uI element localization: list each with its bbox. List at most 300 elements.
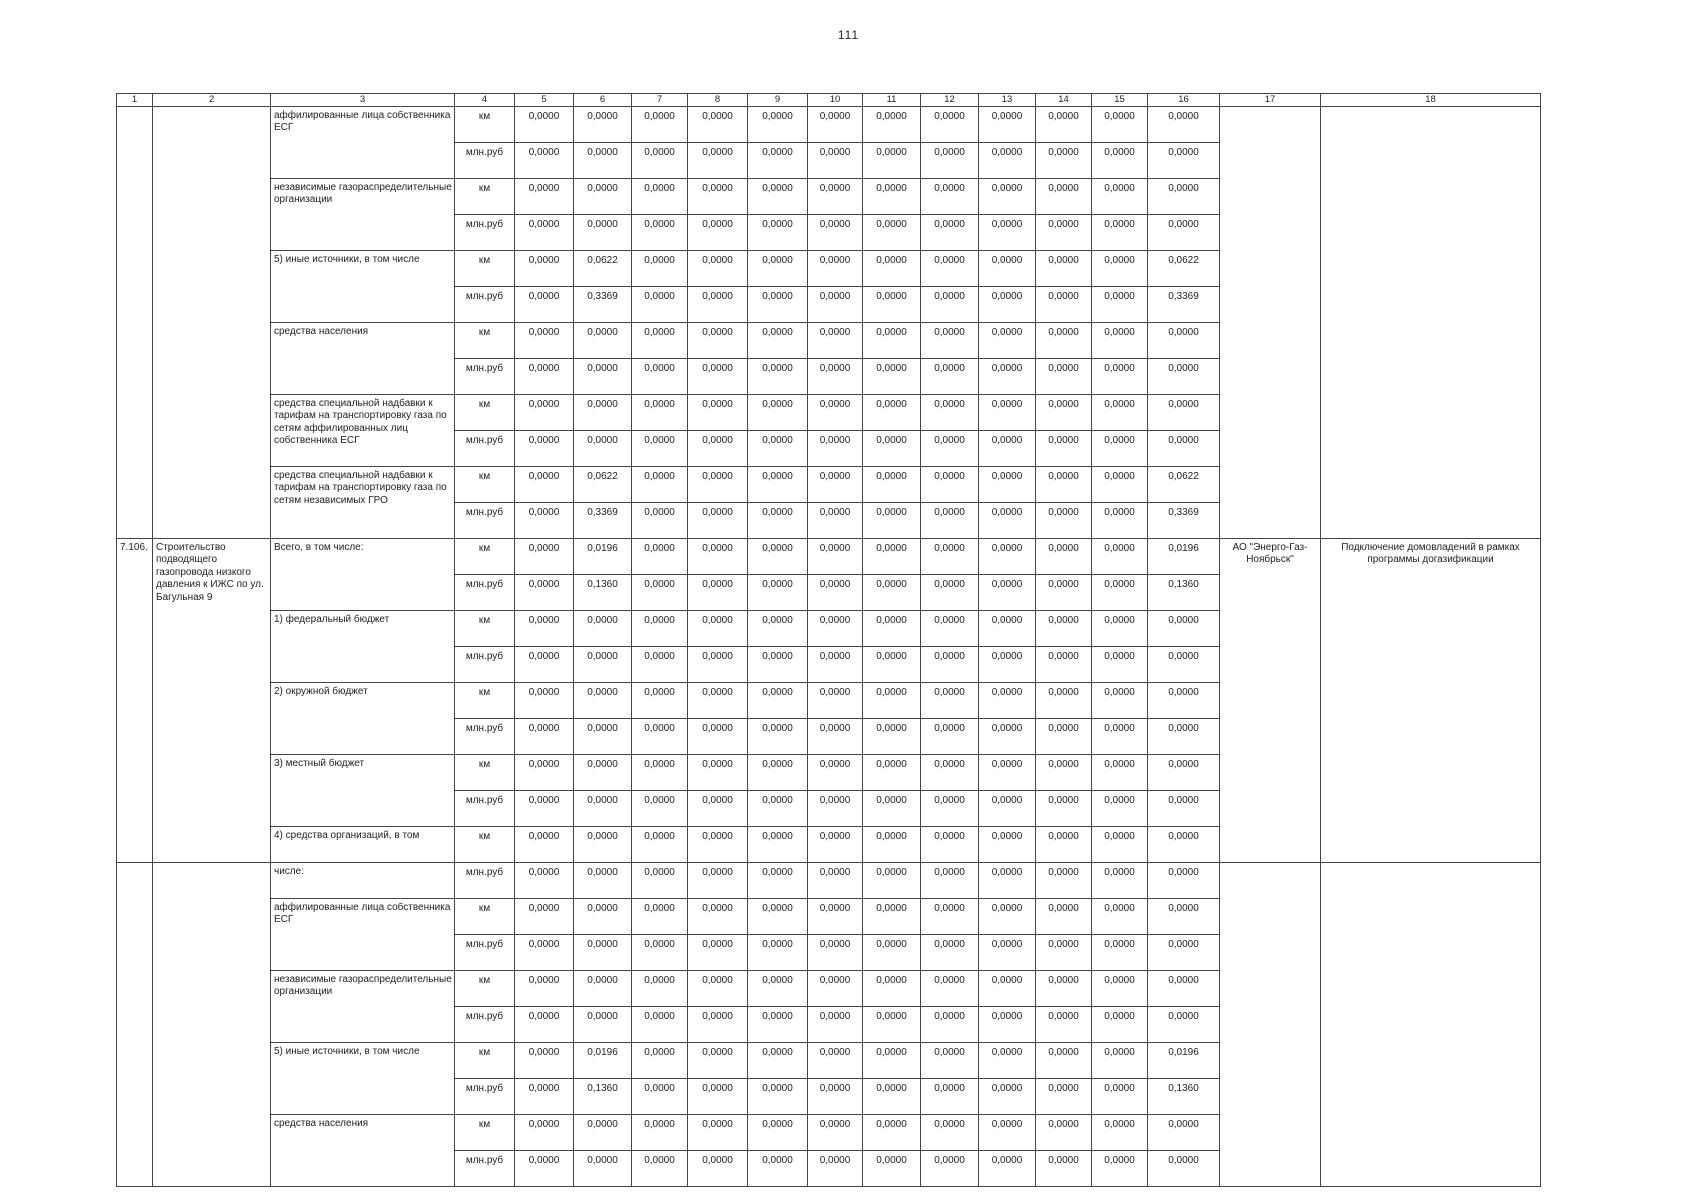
value-cell: 0,0000 [808, 502, 863, 538]
value-cell: 0,0000 [863, 934, 921, 970]
value-cell: 0,0000 [1036, 862, 1092, 898]
value-cell: 0,0000 [1092, 574, 1148, 610]
value-cell: 0,0000 [632, 790, 688, 826]
value-cell: 0,0000 [1148, 970, 1220, 1006]
value-cell: 0,0000 [515, 538, 574, 574]
value-cell: 0,0000 [688, 970, 748, 1006]
value-cell: 0,0000 [1148, 214, 1220, 250]
value-cell: 0,0000 [688, 610, 748, 646]
value-cell: 0,0000 [1092, 1150, 1148, 1186]
value-cell: 0,0000 [1148, 898, 1220, 934]
value-cell: 0,0000 [632, 250, 688, 286]
value-cell: 0,0000 [748, 1114, 808, 1150]
value-cell: 0,0000 [1092, 358, 1148, 394]
value-cell: 0,0000 [688, 1042, 748, 1078]
value-cell: 0,0000 [574, 898, 632, 934]
value-cell: 0,0000 [515, 1078, 574, 1114]
unit-rub: млн.руб [455, 430, 515, 466]
value-cell: 0,0000 [979, 214, 1036, 250]
column-number: 11 [863, 94, 921, 107]
value-cell: 0,0000 [808, 178, 863, 214]
value-cell: 0,0000 [748, 754, 808, 790]
value-cell: 0,0000 [1036, 646, 1092, 682]
value-cell: 0,0000 [863, 394, 921, 430]
value-cell: 0,0000 [574, 178, 632, 214]
source-label: аффилированные лица собственника ЕСГ [271, 106, 455, 178]
value-cell: 0,0000 [688, 1150, 748, 1186]
value-cell: 0,0000 [921, 1006, 979, 1042]
value-cell: 0,0000 [515, 898, 574, 934]
value-cell: 0,0000 [1036, 1150, 1092, 1186]
unit-rub: млн.руб [455, 1150, 515, 1186]
value-cell: 0,0000 [863, 178, 921, 214]
value-cell: 0,0000 [1148, 178, 1220, 214]
value-cell: 0,0196 [1148, 1042, 1220, 1078]
value-cell: 0,0000 [1148, 322, 1220, 358]
value-cell: 0,0000 [1036, 538, 1092, 574]
source-label: числе: [271, 862, 455, 898]
value-cell: 0,3369 [574, 502, 632, 538]
unit-rub: млн.руб [455, 214, 515, 250]
value-cell: 0,0000 [921, 538, 979, 574]
value-cell: 0,0000 [1092, 934, 1148, 970]
value-cell: 0,0000 [863, 574, 921, 610]
value-cell: 0,1360 [1148, 1078, 1220, 1114]
value-cell: 0,0000 [688, 106, 748, 142]
value-cell: 0,0000 [808, 1042, 863, 1078]
value-cell: 0,0000 [921, 1114, 979, 1150]
column-number: 10 [808, 94, 863, 107]
value-cell: 0,0000 [979, 250, 1036, 286]
unit-rub: млн.руб [455, 358, 515, 394]
investment-table [116, 93, 1541, 1187]
value-cell: 0,0000 [1148, 646, 1220, 682]
value-cell: 0,0000 [921, 898, 979, 934]
value-cell: 0,0000 [863, 250, 921, 286]
value-cell: 0,0622 [1148, 466, 1220, 502]
value-cell: 0,0000 [1092, 610, 1148, 646]
value-cell: 0,0000 [515, 574, 574, 610]
value-cell: 0,0000 [688, 574, 748, 610]
value-cell: 0,0000 [688, 538, 748, 574]
unit-rub: млн.руб [455, 718, 515, 754]
unit-km: км [455, 250, 515, 286]
value-cell: 0,0000 [688, 142, 748, 178]
unit-rub: млн.руб [455, 142, 515, 178]
value-cell: 0,0000 [1148, 754, 1220, 790]
value-cell: 0,0000 [863, 646, 921, 682]
value-cell: 0,0000 [688, 826, 748, 862]
value-cell: 0,0000 [979, 106, 1036, 142]
value-cell: 0,0000 [515, 106, 574, 142]
value-cell: 0,0000 [748, 502, 808, 538]
project-purpose: Подключение домовладений в рамках программы догазификации [1321, 538, 1541, 862]
value-cell: 0,0000 [748, 574, 808, 610]
value-cell: 0,0000 [1092, 754, 1148, 790]
value-cell: 0,0000 [863, 970, 921, 1006]
value-cell: 0,0000 [515, 934, 574, 970]
value-cell: 0,0000 [979, 394, 1036, 430]
source-label: 5) иные источники, в том числе [271, 250, 455, 322]
value-cell: 0,0000 [515, 826, 574, 862]
value-cell: 0,0000 [688, 790, 748, 826]
value-cell: 0,0000 [574, 970, 632, 1006]
value-cell: 0,0000 [515, 430, 574, 466]
value-cell: 0,0000 [688, 934, 748, 970]
source-label: 1) федеральный бюджет [271, 610, 455, 682]
value-cell: 0,0000 [921, 574, 979, 610]
value-cell: 0,0000 [574, 646, 632, 682]
value-cell: 0,0000 [688, 214, 748, 250]
table-row [117, 106, 1541, 142]
value-cell: 0,0000 [863, 322, 921, 358]
value-cell: 0,0000 [632, 610, 688, 646]
value-cell: 0,0000 [1036, 106, 1092, 142]
value-cell: 0,0000 [1092, 178, 1148, 214]
column-number: 14 [1036, 94, 1092, 107]
column-number: 9 [748, 94, 808, 107]
value-cell: 0,0000 [979, 178, 1036, 214]
value-cell: 0,0000 [921, 394, 979, 430]
value-cell: 0,0000 [1092, 430, 1148, 466]
column-number: 12 [921, 94, 979, 107]
unit-rub: млн.руб [455, 862, 515, 898]
value-cell: 0,0000 [515, 754, 574, 790]
value-cell: 0,0000 [1036, 718, 1092, 754]
value-cell: 0,0000 [1036, 466, 1092, 502]
source-label: средства специальной надбавки к тарифам на транспортировку газа по сетям независимых ГРО [271, 466, 455, 538]
value-cell: 0,0000 [574, 610, 632, 646]
value-cell: 0,0000 [808, 466, 863, 502]
value-cell: 0,0000 [1036, 754, 1092, 790]
value-cell: 0,0000 [632, 934, 688, 970]
value-cell: 0,0000 [515, 466, 574, 502]
source-label: 3) местный бюджет [271, 754, 455, 826]
value-cell: 0,0000 [688, 862, 748, 898]
value-cell: 0,0000 [863, 1006, 921, 1042]
value-cell: 0,0000 [748, 826, 808, 862]
value-cell: 0,0000 [979, 142, 1036, 178]
value-cell: 0,0000 [1092, 1114, 1148, 1150]
value-cell: 0,0000 [1092, 466, 1148, 502]
value-cell: 0,0000 [863, 790, 921, 826]
value-cell: 0,0000 [921, 754, 979, 790]
value-cell: 0,0000 [632, 106, 688, 142]
value-cell: 0,0000 [1092, 142, 1148, 178]
value-cell: 0,0622 [574, 250, 632, 286]
unit-rub: млн.руб [455, 790, 515, 826]
value-cell: 0,0000 [574, 322, 632, 358]
value-cell: 0,0000 [632, 574, 688, 610]
value-cell: 0,0000 [1092, 826, 1148, 862]
value-cell: 0,0000 [921, 1150, 979, 1186]
value-cell: 0,0000 [748, 142, 808, 178]
value-cell: 0,0000 [921, 250, 979, 286]
column-number: 18 [1321, 94, 1541, 107]
value-cell: 0,0000 [632, 394, 688, 430]
value-cell: 0,0000 [979, 1006, 1036, 1042]
value-cell: 0,0000 [921, 1078, 979, 1114]
value-cell: 0,0000 [632, 970, 688, 1006]
value-cell: 0,0000 [1092, 1042, 1148, 1078]
value-cell: 0,0000 [979, 754, 1036, 790]
unit-km: км [455, 106, 515, 142]
value-cell: 0,0000 [748, 430, 808, 466]
value-cell: 0,0000 [632, 178, 688, 214]
value-cell: 0,0000 [1036, 394, 1092, 430]
value-cell: 0,0000 [1036, 286, 1092, 322]
source-label: Всего, в том числе: [271, 538, 455, 610]
value-cell: 0,0000 [515, 610, 574, 646]
value-cell: 0,0196 [1148, 538, 1220, 574]
cont-purpose [1321, 862, 1541, 1186]
value-cell: 0,3369 [1148, 502, 1220, 538]
source-label: средства населения [271, 322, 455, 394]
page-number: 111 [837, 28, 860, 42]
value-cell: 0,0000 [748, 1150, 808, 1186]
value-cell: 0,0000 [515, 358, 574, 394]
value-cell: 0,0000 [1092, 394, 1148, 430]
cont-name [153, 106, 271, 538]
cont-number [117, 862, 153, 1186]
value-cell: 0,0000 [1036, 574, 1092, 610]
value-cell: 0,0000 [808, 826, 863, 862]
unit-rub: млн.руб [455, 1078, 515, 1114]
value-cell: 0,0000 [1036, 1078, 1092, 1114]
value-cell: 0,0000 [863, 718, 921, 754]
value-cell: 0,0000 [515, 250, 574, 286]
value-cell: 0,0000 [748, 106, 808, 142]
value-cell: 0,0000 [863, 898, 921, 934]
value-cell: 0,0000 [688, 1078, 748, 1114]
source-label: независимые газораспределительные организации [271, 970, 455, 1042]
value-cell: 0,0000 [921, 610, 979, 646]
value-cell: 0,0000 [632, 682, 688, 718]
value-cell: 0,0000 [921, 1042, 979, 1078]
value-cell: 0,0000 [1036, 250, 1092, 286]
value-cell: 0,0000 [863, 826, 921, 862]
value-cell: 0,0000 [808, 142, 863, 178]
value-cell: 0,0000 [863, 754, 921, 790]
value-cell: 0,0000 [921, 142, 979, 178]
value-cell: 0,0000 [921, 214, 979, 250]
value-cell: 0,0000 [863, 106, 921, 142]
column-number: 17 [1220, 94, 1321, 107]
value-cell: 0,0000 [808, 214, 863, 250]
value-cell: 0,0000 [1148, 394, 1220, 430]
value-cell: 0,0000 [1092, 646, 1148, 682]
value-cell: 0,0000 [1148, 1150, 1220, 1186]
value-cell: 0,0000 [921, 430, 979, 466]
value-cell: 0,3369 [1148, 286, 1220, 322]
value-cell: 0,0000 [748, 1006, 808, 1042]
value-cell: 0,0000 [748, 682, 808, 718]
value-cell: 0,0622 [574, 466, 632, 502]
value-cell: 0,0000 [515, 682, 574, 718]
value-cell: 0,0000 [1148, 718, 1220, 754]
value-cell: 0,0000 [979, 790, 1036, 826]
value-cell: 0,0000 [1148, 106, 1220, 142]
value-cell: 0,0000 [632, 214, 688, 250]
value-cell: 0,0000 [979, 1150, 1036, 1186]
value-cell: 0,0000 [921, 862, 979, 898]
value-cell: 0,0000 [688, 682, 748, 718]
value-cell: 0,0000 [748, 1042, 808, 1078]
value-cell: 0,0000 [748, 538, 808, 574]
value-cell: 0,0196 [574, 538, 632, 574]
value-cell: 0,0000 [688, 754, 748, 790]
value-cell: 0,0000 [1036, 142, 1092, 178]
column-number: 2 [153, 94, 271, 107]
value-cell: 0,0000 [748, 250, 808, 286]
value-cell: 0,0000 [921, 178, 979, 214]
value-cell: 0,0000 [921, 718, 979, 754]
value-cell: 0,0000 [808, 718, 863, 754]
value-cell: 0,0000 [574, 754, 632, 790]
value-cell: 0,0000 [863, 862, 921, 898]
value-cell: 0,0000 [1036, 970, 1092, 1006]
column-number: 6 [574, 94, 632, 107]
value-cell: 0,0000 [748, 646, 808, 682]
value-cell: 0,0000 [688, 1006, 748, 1042]
value-cell: 0,0000 [863, 1150, 921, 1186]
value-cell: 0,0000 [515, 970, 574, 1006]
column-number: 16 [1148, 94, 1220, 107]
value-cell: 0,0000 [979, 430, 1036, 466]
value-cell: 0,0000 [632, 1042, 688, 1078]
value-cell: 0,0000 [632, 826, 688, 862]
table-row [117, 538, 1541, 574]
value-cell: 0,0000 [979, 286, 1036, 322]
value-cell: 0,0000 [863, 286, 921, 322]
value-cell: 0,0000 [574, 142, 632, 178]
value-cell: 0,0000 [863, 358, 921, 394]
value-cell: 0,0000 [979, 898, 1036, 934]
unit-km: км [455, 682, 515, 718]
value-cell: 0,0000 [808, 862, 863, 898]
value-cell: 0,0000 [632, 466, 688, 502]
value-cell: 0,0000 [921, 934, 979, 970]
value-cell: 0,0000 [1092, 718, 1148, 754]
value-cell: 0,0000 [1036, 934, 1092, 970]
value-cell: 0,0000 [574, 682, 632, 718]
value-cell: 0,0000 [748, 934, 808, 970]
value-cell: 0,0000 [1148, 826, 1220, 862]
value-cell: 0,0000 [979, 970, 1036, 1006]
value-cell: 0,0000 [688, 1114, 748, 1150]
value-cell: 0,0000 [574, 430, 632, 466]
value-cell: 0,0000 [979, 358, 1036, 394]
cont-executor [1220, 106, 1321, 538]
value-cell: 0,1360 [574, 574, 632, 610]
value-cell: 0,0000 [748, 214, 808, 250]
value-cell: 0,0000 [921, 826, 979, 862]
unit-rub: млн.руб [455, 934, 515, 970]
value-cell: 0,0000 [688, 898, 748, 934]
value-cell: 0,0000 [808, 646, 863, 682]
value-cell: 0,0000 [863, 142, 921, 178]
value-cell: 0,0000 [1036, 430, 1092, 466]
value-cell: 0,0000 [1092, 1006, 1148, 1042]
value-cell: 0,0000 [1092, 106, 1148, 142]
value-cell: 0,0000 [688, 286, 748, 322]
value-cell: 0,0000 [921, 358, 979, 394]
value-cell: 0,0000 [863, 214, 921, 250]
unit-km: км [455, 826, 515, 862]
value-cell: 0,0000 [808, 250, 863, 286]
value-cell: 0,0000 [1036, 610, 1092, 646]
value-cell: 0,0000 [1092, 970, 1148, 1006]
value-cell: 0,0000 [863, 538, 921, 574]
unit-rub: млн.руб [455, 502, 515, 538]
value-cell: 0,0000 [748, 286, 808, 322]
value-cell: 0,0000 [515, 1114, 574, 1150]
value-cell: 0,0000 [863, 610, 921, 646]
value-cell: 0,0000 [979, 1042, 1036, 1078]
value-cell: 0,0000 [574, 106, 632, 142]
value-cell: 0,0000 [808, 1078, 863, 1114]
value-cell: 0,0000 [574, 214, 632, 250]
value-cell: 0,3369 [574, 286, 632, 322]
value-cell: 0,0000 [1036, 826, 1092, 862]
value-cell: 0,0000 [1036, 178, 1092, 214]
unit-km: км [455, 1042, 515, 1078]
value-cell: 0,0000 [808, 790, 863, 826]
value-cell: 0,1360 [574, 1078, 632, 1114]
value-cell: 0,0000 [632, 898, 688, 934]
value-cell: 0,0000 [1092, 250, 1148, 286]
value-cell: 0,1360 [1148, 574, 1220, 610]
value-cell: 0,0000 [515, 1006, 574, 1042]
source-label: 4) средства организаций, в том [271, 826, 455, 862]
value-cell: 0,0000 [1148, 682, 1220, 718]
value-cell: 0,0000 [748, 466, 808, 502]
cont-purpose [1321, 106, 1541, 538]
column-number: 7 [632, 94, 688, 107]
value-cell: 0,0000 [688, 502, 748, 538]
value-cell: 0,0000 [808, 610, 863, 646]
value-cell: 0,0000 [1036, 790, 1092, 826]
value-cell: 0,0000 [979, 322, 1036, 358]
value-cell: 0,0000 [632, 1114, 688, 1150]
value-cell: 0,0000 [748, 898, 808, 934]
value-cell: 0,0000 [808, 1150, 863, 1186]
value-cell: 0,0000 [1036, 1006, 1092, 1042]
value-cell: 0,0000 [1036, 502, 1092, 538]
column-number: 5 [515, 94, 574, 107]
unit-km: км [455, 610, 515, 646]
value-cell: 0,0000 [808, 682, 863, 718]
unit-km: км [455, 178, 515, 214]
table-row [117, 862, 1541, 898]
value-cell: 0,0000 [1036, 898, 1092, 934]
value-cell: 0,0000 [574, 934, 632, 970]
value-cell: 0,0000 [808, 106, 863, 142]
value-cell: 0,0000 [632, 142, 688, 178]
value-cell: 0,0000 [1092, 1078, 1148, 1114]
source-label: аффилированные лица собственника ЕСГ [271, 898, 455, 970]
value-cell: 0,0000 [574, 790, 632, 826]
source-label: средства населения [271, 1114, 455, 1186]
value-cell: 0,0000 [688, 466, 748, 502]
unit-km: км [455, 1114, 515, 1150]
value-cell: 0,0000 [515, 214, 574, 250]
value-cell: 0,0000 [921, 322, 979, 358]
value-cell: 0,0000 [808, 1114, 863, 1150]
value-cell: 0,0000 [1148, 358, 1220, 394]
value-cell: 0,0000 [808, 934, 863, 970]
value-cell: 0,0000 [979, 1078, 1036, 1114]
